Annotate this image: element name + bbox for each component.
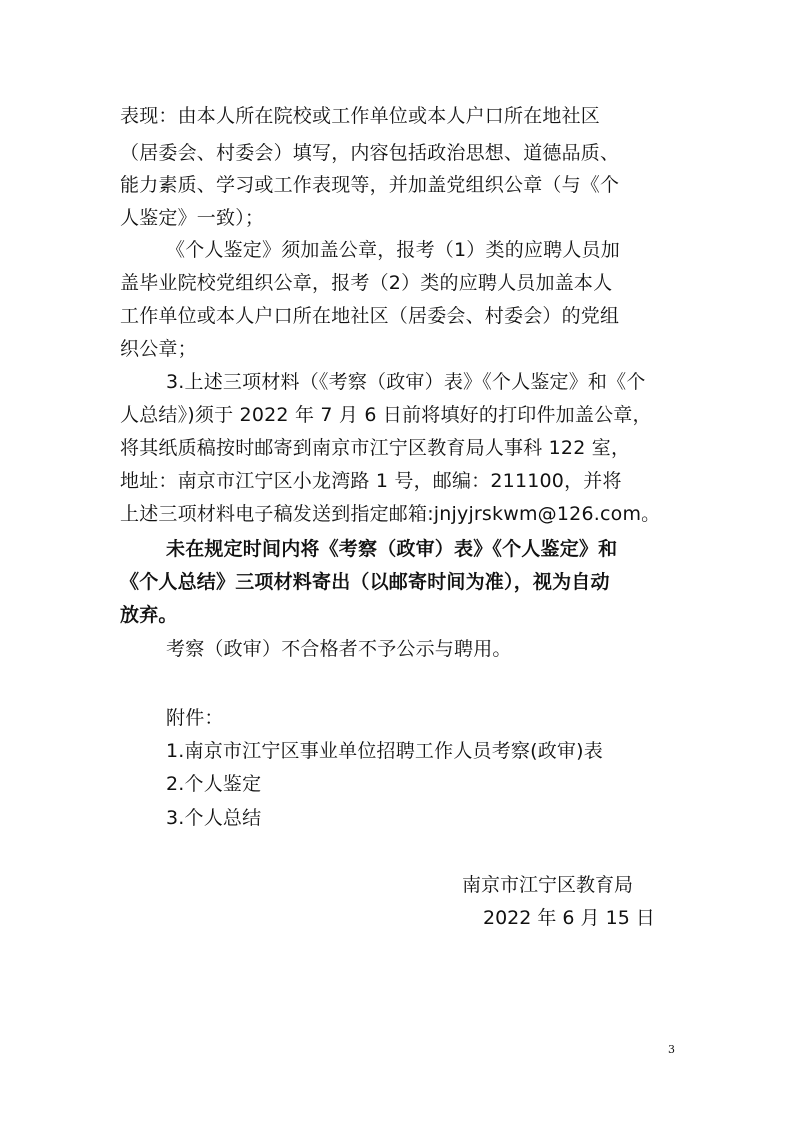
bold-notice-line: 放弃。 xyxy=(120,604,178,626)
paragraph-line: 考察（政审）不合格者不予公示与聘用。 xyxy=(166,638,512,660)
paragraph-line: 织公章； xyxy=(120,338,197,360)
paragraph-line: （居委会、村委会）填写，内容包括政治思想、道德品质、 xyxy=(120,142,620,164)
signature-org: 南京市江宁区教育局 xyxy=(462,874,634,896)
bold-notice-line: 未在规定时间内将《考察（政审）表》《个人鉴定》和 xyxy=(166,538,618,560)
bold-notice-line: 《个人总结》三项材料寄出（以邮寄时间为准），视为自动 xyxy=(120,571,610,593)
paragraph-line: 人鉴定》一致）； xyxy=(120,207,265,229)
attachment-item: 2.个人鉴定 xyxy=(166,773,262,795)
page-number: 3 xyxy=(668,1043,675,1056)
paragraph-line: 能力素质、学习或工作表现等，并加盖党组织公章（与《个 xyxy=(120,174,620,196)
paragraph-line: 3.上述三项材料（《考察（政审）表》《个人鉴定》和《个 xyxy=(166,371,646,393)
paragraph-line: 工作单位或本人户口所在地社区（居委会、村委会）的党组 xyxy=(120,305,620,327)
signature-date: 2022 年 6 月 15 日 xyxy=(483,907,655,929)
attachment-item: 1.南京市江宁区事业单位招聘工作人员考察(政审)表 xyxy=(166,740,603,762)
paragraph-line: 盖毕业院校党组织公章，报考（2）类的应聘人员加盖本人 xyxy=(120,272,613,294)
attachment-item: 3.个人总结 xyxy=(166,807,262,829)
paragraph-line: 《个人鉴定》须加盖公章，报考（1）类的应聘人员加 xyxy=(166,239,620,261)
paragraph-line: 将其纸质稿按时邮寄到南京市江宁区教育局人事科 122 室， xyxy=(120,437,631,459)
paragraph-line: 地址：南京市江宁区小龙湾路 1 号，邮编：211100，并将 xyxy=(120,470,622,492)
paragraph-line: 人总结》)须于 2022 年 7 月 6 日前将填好的打印件加盖公章， xyxy=(120,404,652,426)
paragraph-line: 上述三项材料电子稿发送到指定邮箱:jnjyjrskwm@126.com。 xyxy=(120,503,661,525)
attachments-heading: 附件： xyxy=(166,707,224,729)
paragraph-line: 表现：由本人所在院校或工作单位或本人户口所在地社区 xyxy=(120,105,601,127)
